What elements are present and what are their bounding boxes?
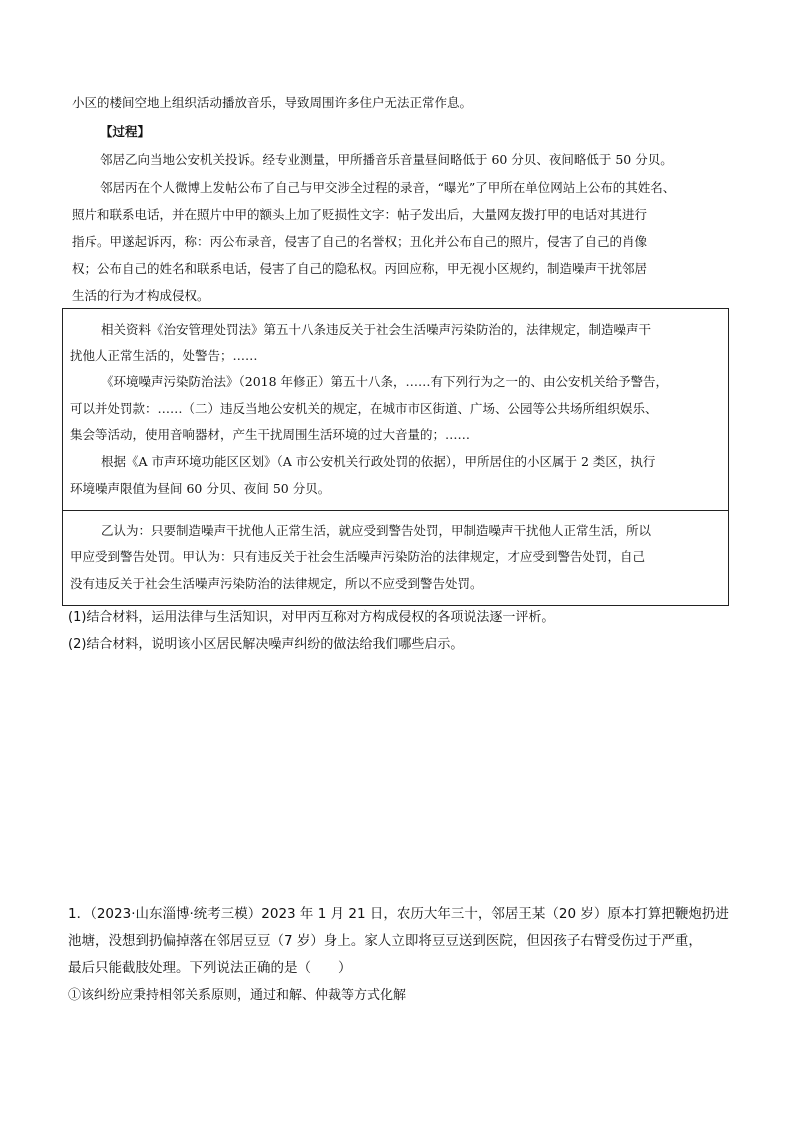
question-1: (1)结合材料，运用法律与生活知识，对甲丙互称对方构成侵权的各项说法逐一评析。 [68,610,555,625]
process-paragraph-2-line: 生活的行为才构成侵权。 [72,288,210,303]
materials-line: 扰他人正常生活的，处警告；…… [70,348,258,363]
materials-line: 根据《A 市声环境功能区区划》（A 市公安机关行政处罚的依据），甲所居住的小区属于 2 类区，执行 [101,454,656,469]
materials-line: 可以并处罚款：……（二）违反当地公安机关的规定，在城市市区街道、广场、公园等公共场所组织娱乐、 [70,401,658,416]
exercise-option-1: ①该纠纷应秉持相邻关系原则，通过和解、仲裁等方式化解 [68,988,407,1003]
exercise-stem-line: 最后只能截肢处理。下列说法正确的是（ ） [68,960,352,976]
exercise-stem-line: 池塘，没想到扔偏掉落在邻居豆豆（7 岁）身上。家人立即将豆豆送到医院，但因孩子右臂受伤过于严重， [68,933,702,949]
opinion-line: 甲应受到警告处罚。甲认为：只有违反关于社会生活噪声污染防治的法律规定，才应受到警告处罚，自己 [70,549,646,564]
intro-text: 小区的楼间空地上组织活动播放音乐，导致周围许多住户无法正常作息。 [72,95,473,110]
materials-line: 《环境噪声污染防治法》（2018 年修正）第五十八条，……有下列行为之一的、由公安机关给予警告， [101,374,669,389]
process-heading: 【过程】 [100,124,151,139]
materials-line: 相关资料《治安管理处罚法》第五十八条违反关于社会生活噪声污染防治的，法律规定，制造噪声干 [101,322,652,337]
process-paragraph-2-line: 照片和联系电话，并在照片中甲的额头上加了贬损性文字：帖子发出后，大量网友拨打甲的电话对其进行 [72,207,648,222]
process-paragraph-2-line: 邻居丙在个人微博上发帖公布了自己与甲交涉全过程的录音，“曝光”了甲所在单位网站上公布的其姓名、 [100,180,676,195]
process-paragraph-1: 邻居乙向当地公安机关投诉。经专业测量，甲所播音乐音量昼间略低于 60 分贝、夜间略低于 50 分贝。 [100,152,673,167]
materials-line: 环境噪声限值为昼间 60 分贝、夜间 50 分贝。 [70,481,331,496]
exercise-stem-line: 1．（2023·山东淄博·统考三模）2023 年 1 月 21 日，农历大年三十，邻居王某（20 岁）原本打算把鞭炮扔进 [68,906,729,922]
question-2: (2)结合材料，说明该小区居民解决噪声纠纷的做法给我们哪些启示。 [68,637,464,652]
process-paragraph-2-line: 权；公布自己的姓名和联系电话，侵害了自己的隐私权。丙回应称，甲无视小区规约，制造噪声干扰邻居 [72,261,648,276]
opinion-line: 没有违反关于社会生活噪声污染防治的法律规定，所以不应受到警告处罚。 [70,576,483,591]
opinion-line: 乙认为：只要制造噪声干扰他人正常生活，就应受到警告处罚，甲制造噪声干扰他人正常生活，所以 [101,523,652,538]
materials-line: 集会等活动，使用音响器材，产生干扰周围生活环境的过大音量的；…… [70,427,471,442]
process-paragraph-2-line: 指斥。甲遂起诉丙，称：丙公布录音，侵害了自己的名誉权；丑化并公布自己的照片，侵害了自己的肖像 [72,234,648,249]
